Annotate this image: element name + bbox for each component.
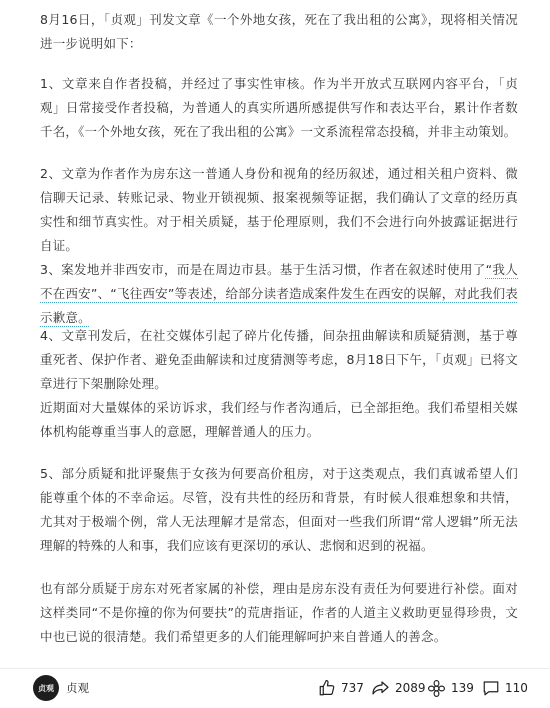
fav-count: 139 <box>451 681 474 695</box>
share-count: 2089 <box>395 681 426 695</box>
avatar[interactable]: 贞观 <box>33 675 59 701</box>
paragraph-closing: 也有部分质疑于房东对死者家属的补偿，理由是房东没有责任为何要进行补偿。面对这样类同“不是你撞的你为何要扶”的荒唐指证，作者的人道主义救助更显得珍贵，文中也已说的很清楚。我们希望更多的人们能理解呵护来自普通人的善念。 <box>40 581 518 644</box>
comment-bubble-icon <box>482 679 500 697</box>
paragraph-3-highlight: “我人不在西安”、“飞往西安” <box>40 262 518 301</box>
share-arrow-icon <box>371 679 390 697</box>
paragraph-1: 1、文章来自作者投稿，并经过了事实性审核。作为半开放式互联网内容平台，「贞观」日常接受作者投稿，为普通人的真实所遇所感提供写作和表达平台，累计作者数千名，《一个外地女孩，死在了我出租的公寓》一文系流程常态投稿，并非主动策划。 <box>40 76 518 139</box>
comment-button[interactable] <box>482 677 528 699</box>
paragraph-4: 4、文章刊发后，在社交媒体引起了碎片化传播，间杂扭曲解读和质疑猜测，基于尊重死者、保护作者、避免歪曲解读和过度猜测等考虑，8月18日下午，「贞观」已将文章进行下架删除处理。 <box>40 328 518 391</box>
author-name[interactable]: 贞观 <box>66 681 89 695</box>
paragraph-3-start: 3、案发地并非西安市，而是在周边市县。基于生活习惯，作者在叙述时使用了 <box>40 262 486 277</box>
like-button[interactable] <box>318 677 364 699</box>
comment-count: 110 <box>505 681 528 695</box>
paragraph-5: 5、部分质疑和批评聚焦于女孩为何要高价租房，对于这类观点，我们真诚希望人们能尊重个体的不幸命运。尽管，没有共性的经历和背景，有时候人很难想象和共情，尤其对于极端个例，常人无法理解才是常态，但面对一些我们所谓“常人逻辑”所无法理解的特殊的人和事，我们应该有更深切的承认、悲悯和迟到的祝福。 <box>40 466 518 553</box>
article-footer <box>0 669 550 708</box>
like-count: 737 <box>341 681 364 695</box>
paragraph-3 <box>40 258 518 330</box>
paragraph-media: 近期面对大量媒体的采访诉求，我们经与作者沟通后，已全部拒绝。我们希望相关媒体机构能尊重当事人的意愿，理解普通人的压力。 <box>40 400 518 439</box>
thumbs-up-icon <box>318 679 336 697</box>
share-button[interactable] <box>371 677 426 699</box>
paragraph-2: 2、文章为作者作为房东这一普通人身份和视角的经历叙述，通过相关租户资料、微信聊天记录、转账记录、物业开锁视频、报案视频等证据，我们确认了文章的经历真实性和细节真实性。对于相关质疑，基于伦理原则，我们不会进行向外披露证据进行自证。 <box>40 166 518 253</box>
paragraph-3-end: 等表述，给部分读者造成案件发生在西安的误解，对此我们表示歉意。 <box>40 286 519 325</box>
favorite-button[interactable] <box>427 677 474 699</box>
paragraph-intro: 8月16日，「贞观」刊发文章《一个外地女孩，死在了我出租的公寓》，现将相关情况进一步说明如下： <box>40 12 518 51</box>
flower-icon <box>427 679 446 698</box>
